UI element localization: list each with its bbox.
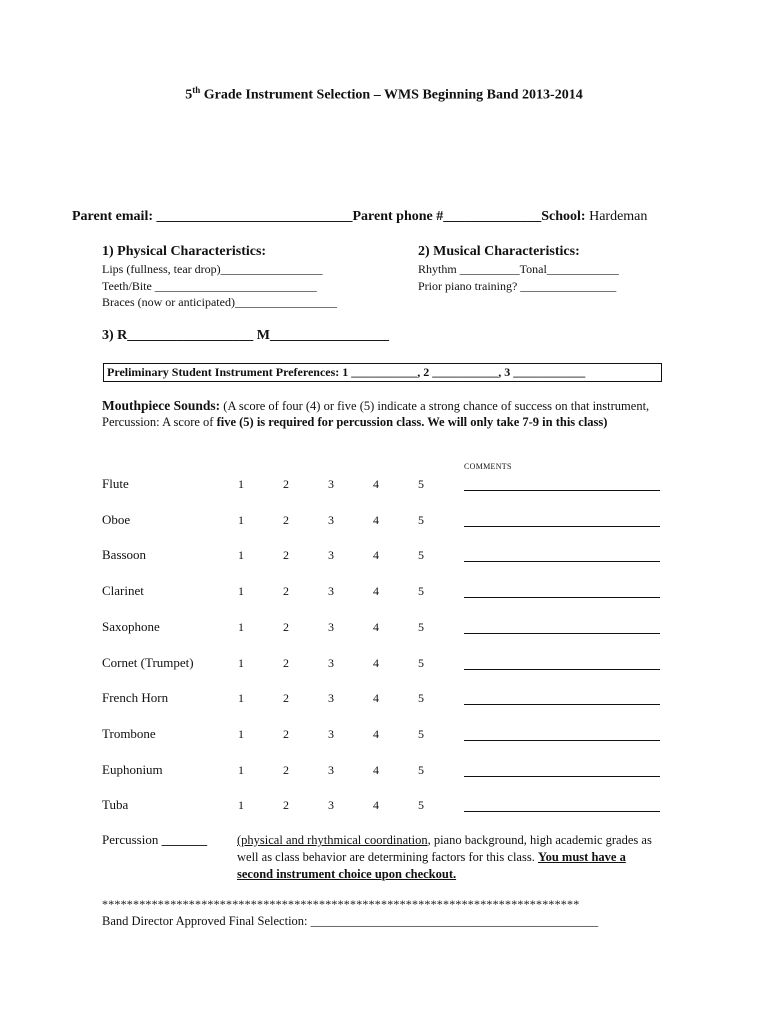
comment-line[interactable] (464, 811, 660, 812)
score-option[interactable]: 3 (328, 691, 334, 706)
score-option[interactable]: 4 (373, 798, 379, 813)
score-option[interactable]: 3 (328, 584, 334, 599)
score-option[interactable]: 1 (238, 762, 244, 777)
score-option[interactable]: 1 (238, 655, 244, 670)
score-option[interactable]: 1 (238, 798, 244, 813)
r-m-field[interactable]: 3) R__________________ M_________________ (102, 328, 389, 343)
score-option[interactable]: 5 (418, 726, 424, 741)
score-option[interactable]: 2 (283, 655, 289, 670)
title-text: Grade Instrument Selection – WMS Beginning Band 2013-2014 (200, 87, 583, 103)
score-option[interactable]: 2 (283, 691, 289, 706)
score-option[interactable]: 1 (238, 548, 244, 563)
percussion-label: Percussion (102, 832, 159, 847)
instrument-name: Euphonium (102, 761, 163, 777)
score-option[interactable]: 4 (373, 477, 379, 491)
score-option[interactable]: 2 (283, 477, 289, 491)
instrument-name: Bassoon (102, 547, 147, 563)
percussion-desc-plain: , piano background, high academic grades as well as class behavior are determining factors for this class. (237, 833, 652, 864)
score-option[interactable]: 2 (283, 548, 289, 563)
comments-header: COMMENTS (464, 462, 512, 471)
score-option[interactable]: 2 (283, 798, 289, 813)
score-option[interactable]: 5 (418, 619, 424, 634)
parent-email-field[interactable]: Parent email: ____________________________ (72, 209, 353, 224)
score-option[interactable]: 5 (418, 655, 424, 670)
braces-field[interactable]: Braces (now or anticipated)_________________ (102, 295, 337, 309)
preferences-text: Preliminary Student Instrument Preferences: 1 ___________, 2 ___________, 3 ____________ (107, 365, 586, 379)
score-option[interactable]: 3 (328, 512, 334, 527)
score-option[interactable]: 2 (283, 726, 289, 741)
title-grade-num: 5 (185, 87, 193, 103)
score-option[interactable]: 5 (418, 512, 424, 527)
score-option[interactable]: 1 (238, 512, 244, 527)
percussion-desc-underlined: (physical and rhythmical coordination (237, 833, 428, 847)
instrument-name: Cornet (Trumpet) (102, 654, 194, 670)
form-title (0, 85, 768, 104)
score-option[interactable]: 3 (328, 619, 334, 634)
percussion-desc-bold: You must have a second instrument choice upon checkout. (237, 850, 626, 881)
score-option[interactable]: 5 (418, 798, 424, 813)
score-option[interactable]: 2 (283, 584, 289, 599)
rhythm-tonal-field[interactable]: Rhythm __________Tonal____________ (418, 262, 619, 276)
percussion-blank[interactable]: _______ (158, 832, 208, 847)
score-option[interactable]: 4 (373, 619, 379, 634)
mouthpiece-text-a: (A score of four (4) or five (5) indicate a strong chance of success on that instrument, Percussion: A score of (102, 399, 650, 429)
score-option[interactable]: 1 (238, 584, 244, 599)
score-option[interactable]: 4 (373, 691, 379, 706)
lips-field[interactable]: Lips (fullness, tear drop)_________________ (102, 262, 323, 276)
comment-line[interactable] (464, 561, 660, 562)
comment-line[interactable] (464, 776, 660, 777)
score-option[interactable]: 4 (373, 584, 379, 599)
score-option[interactable]: 5 (418, 548, 424, 563)
school-label: School: (541, 209, 586, 224)
contact-row (72, 209, 647, 225)
title-grade-sup: th (192, 85, 201, 95)
score-option[interactable]: 1 (238, 691, 244, 706)
comment-line[interactable] (464, 526, 660, 527)
score-option[interactable]: 3 (328, 762, 334, 777)
comment-line[interactable] (464, 704, 660, 705)
score-option[interactable]: 2 (283, 512, 289, 527)
instrument-name: Flute (102, 476, 129, 491)
score-option[interactable]: 1 (238, 726, 244, 741)
score-option[interactable]: 1 (238, 477, 244, 491)
score-option[interactable]: 3 (328, 726, 334, 741)
score-option[interactable]: 3 (328, 798, 334, 813)
parent-phone-field[interactable]: Parent phone #______________ (352, 209, 542, 224)
physical-heading: 1) Physical Characteristics: (102, 244, 267, 259)
instrument-name: Clarinet (102, 583, 144, 599)
score-option[interactable]: 3 (328, 548, 334, 563)
mouthpiece-instructions (102, 398, 672, 430)
score-option[interactable]: 4 (373, 548, 379, 563)
musical-heading: 2) Musical Characteristics: (418, 244, 580, 259)
mouthpiece-heading: Mouthpiece Sounds: (102, 398, 221, 413)
mouthpiece-text-b: five (5) is required for percussion class. We will only take 7-9 in this class) (216, 415, 608, 429)
teeth-field[interactable]: Teeth/Bite ___________________________ (102, 279, 317, 293)
comment-line[interactable] (464, 669, 660, 670)
score-option[interactable]: 3 (328, 655, 334, 670)
school-value: Hardeman (589, 209, 648, 224)
instrument-name: French Horn (102, 690, 169, 706)
instrument-name: Saxophone (102, 618, 160, 634)
score-option[interactable]: 5 (418, 762, 424, 777)
final-selection-field[interactable]: Band Director Approved Final Selection: ______________________________________________ (102, 914, 599, 928)
comment-line[interactable] (464, 597, 660, 598)
instrument-name: Trombone (102, 725, 156, 741)
score-option[interactable]: 5 (418, 584, 424, 599)
comment-line[interactable] (464, 740, 660, 741)
score-option[interactable]: 4 (373, 762, 379, 777)
score-option[interactable]: 2 (283, 762, 289, 777)
comment-line[interactable] (464, 490, 660, 491)
score-option[interactable]: 2 (283, 619, 289, 634)
score-option[interactable]: 5 (418, 477, 424, 491)
divider-stars: ***************************************************************************** (102, 897, 580, 911)
comment-line[interactable] (464, 633, 660, 634)
score-option[interactable]: 5 (418, 691, 424, 706)
score-option[interactable]: 4 (373, 726, 379, 741)
score-option[interactable]: 4 (373, 512, 379, 527)
score-option[interactable]: 1 (238, 619, 244, 634)
preferences-box[interactable] (103, 363, 662, 382)
instrument-name: Tuba (102, 797, 129, 813)
score-option[interactable]: 3 (328, 477, 334, 491)
percussion-row (102, 832, 207, 848)
score-option[interactable]: 4 (373, 655, 379, 670)
percussion-description (237, 832, 657, 883)
piano-training-field[interactable]: Prior piano training? ________________ (418, 279, 617, 293)
instrument-name: Oboe (102, 511, 131, 527)
